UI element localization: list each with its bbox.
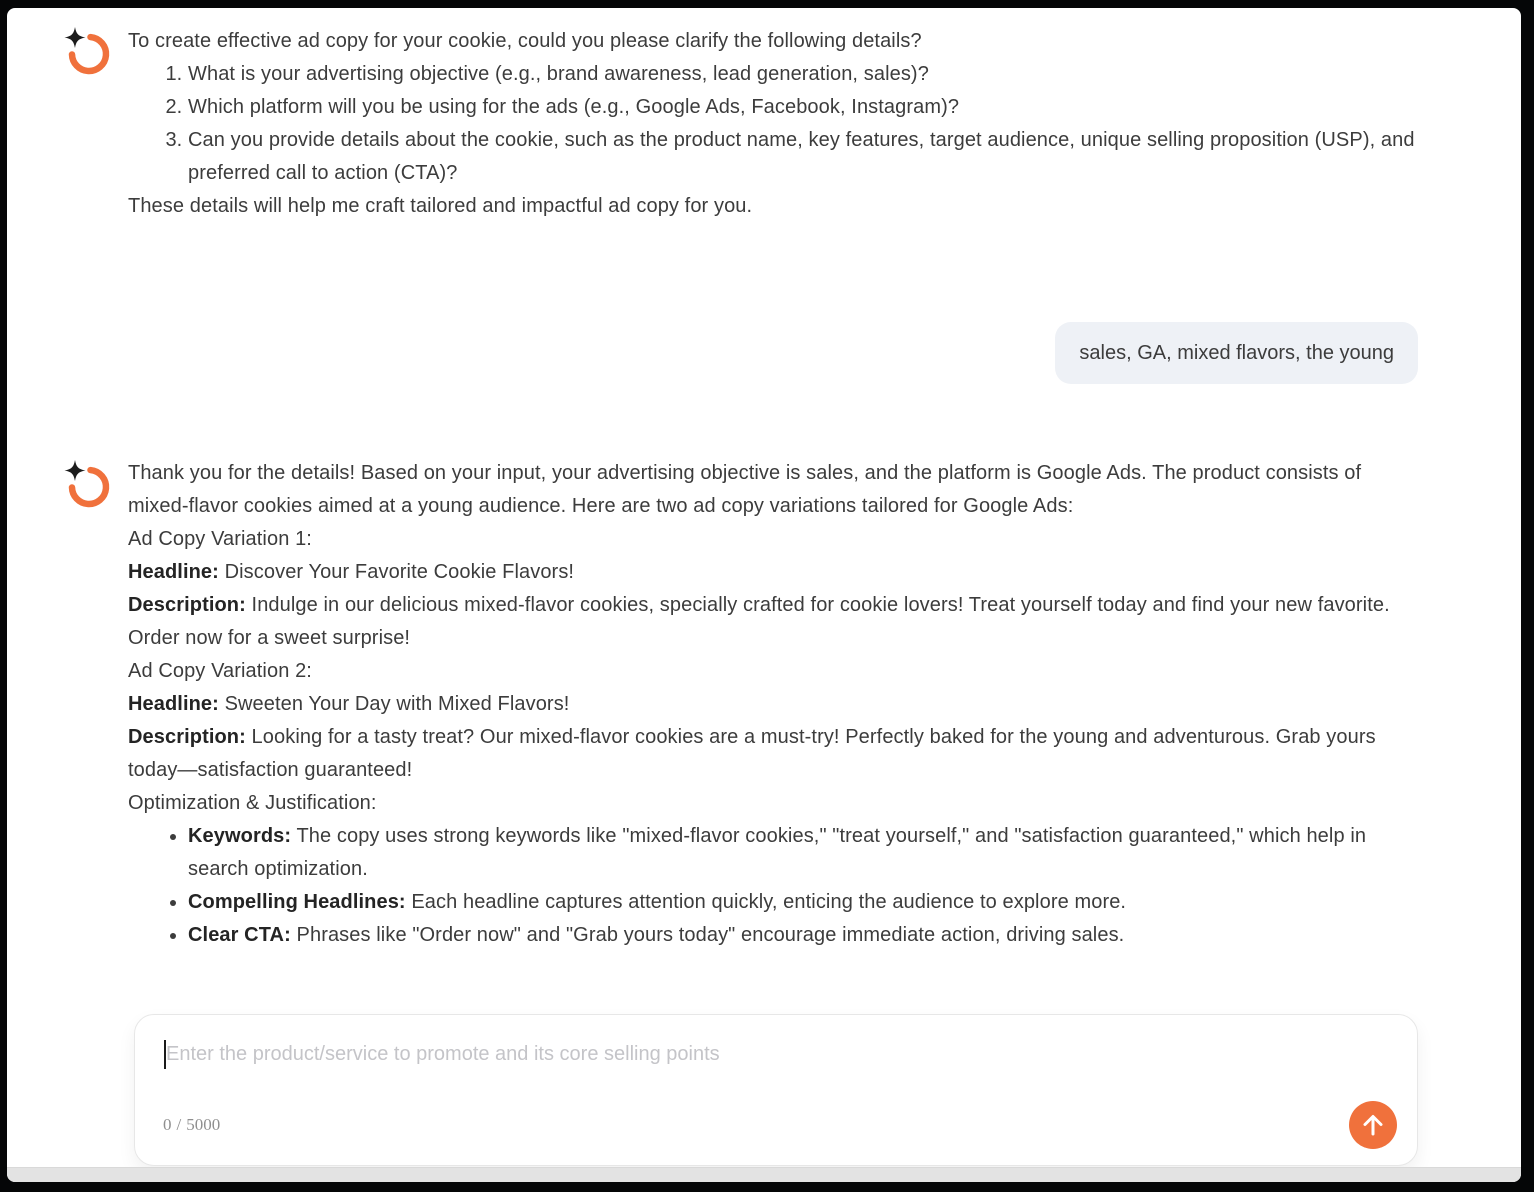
headline-1-line bbox=[128, 556, 1420, 589]
user-message-text: sales, GA, mixed flavors, the young bbox=[1079, 341, 1394, 364]
variation-1-title: Ad Copy Variation 1: bbox=[128, 528, 312, 550]
description-text: Looking for a tasty treat? Our mixed-flavor cookies are a must-try! Perfectly baked for the young and adventurous. Grab yours today—satisfaction guaranteed! bbox=[128, 726, 1376, 781]
description-label: Description: bbox=[128, 594, 246, 616]
char-count-current: 0 bbox=[163, 1115, 172, 1134]
headline-text: Sweeten Your Day with Mixed Flavors! bbox=[218, 693, 570, 715]
description-label: Description: bbox=[128, 726, 246, 748]
assistant-message-1 bbox=[128, 25, 1420, 223]
char-counter bbox=[163, 1115, 220, 1135]
sparkle-ring-logo-icon bbox=[63, 460, 111, 508]
headline-text: Discover Your Favorite Cookie Flavors! bbox=[218, 561, 575, 583]
headline-label: Headline: bbox=[128, 561, 219, 583]
bullet-label: Keywords: bbox=[188, 825, 292, 847]
user-message-bubble bbox=[1055, 322, 1418, 384]
optimization-title: Optimization & Justification: bbox=[128, 792, 377, 814]
message-input[interactable] bbox=[166, 1039, 1316, 1103]
assistant-message-2 bbox=[128, 457, 1420, 952]
bullet-text: Phrases like "Order now" and "Grab yours today" encourage immediate action, driving sales. bbox=[290, 924, 1125, 946]
message-intro: To create effective ad copy for your cookie, could you please clarify the following details? bbox=[128, 30, 922, 52]
description-2-line bbox=[128, 721, 1420, 787]
variation-2-title: Ad Copy Variation 2: bbox=[128, 660, 312, 682]
question-item: 1. What is your advertising objective (e.g., brand awareness, lead generation, sales)? bbox=[188, 58, 1420, 91]
clarify-questions-list bbox=[128, 58, 1420, 190]
send-button[interactable] bbox=[1349, 1101, 1397, 1149]
bullet-text: The copy uses strong keywords like "mixed-flavor cookies," "treat yourself," and "satisfaction guaranteed," which help in search optimization. bbox=[188, 825, 1367, 880]
justification-list bbox=[128, 820, 1420, 952]
bottom-strip bbox=[7, 1167, 1521, 1182]
message-composer bbox=[134, 1014, 1418, 1166]
headline-label: Headline: bbox=[128, 693, 219, 715]
bullet-label: Clear CTA: bbox=[188, 924, 291, 946]
question-item: 3. Can you provide details about the cookie, such as the product name, key features, target audience, unique selling proposition (USP), and preferred call to action (CTA)? bbox=[188, 124, 1420, 190]
headline-2-line bbox=[128, 688, 1420, 721]
message-paragraph: Thank you for the details! Based on your input, your advertising objective is sales, and the platform is Google Ads. The product consists of mixed-flavor cookies aimed at a young audience. Here are two ad copy variations tailored for Google Ads: bbox=[128, 462, 1362, 517]
text-cursor bbox=[164, 1040, 166, 1069]
char-count-separator: / bbox=[176, 1115, 182, 1134]
question-item: 2. Which platform will you be using for the ads (e.g., Google Ads, Facebook, Instagram)? bbox=[188, 91, 1420, 124]
bullet-item bbox=[188, 919, 1420, 952]
bullet-item bbox=[188, 820, 1420, 886]
char-count-max: 5000 bbox=[186, 1115, 221, 1134]
message-outro: These details will help me craft tailored and impactful ad copy for you. bbox=[128, 195, 753, 217]
bullet-label: Compelling Headlines: bbox=[188, 891, 406, 913]
description-text: Indulge in our delicious mixed-flavor cookies, specially crafted for cookie lovers! Treat yourself today and find your new favorite. Order now for a sweet surprise! bbox=[128, 594, 1390, 649]
description-1-line bbox=[128, 589, 1420, 655]
bullet-text: Each headline captures attention quickly, enticing the audience to explore more. bbox=[405, 891, 1127, 913]
assistant-avatar bbox=[63, 27, 111, 75]
sparkle-ring-logo-icon bbox=[63, 27, 111, 75]
assistant-avatar bbox=[63, 460, 111, 508]
bullet-item bbox=[188, 886, 1420, 919]
chat-page bbox=[7, 8, 1521, 1182]
up-arrow-icon bbox=[1349, 1101, 1397, 1149]
